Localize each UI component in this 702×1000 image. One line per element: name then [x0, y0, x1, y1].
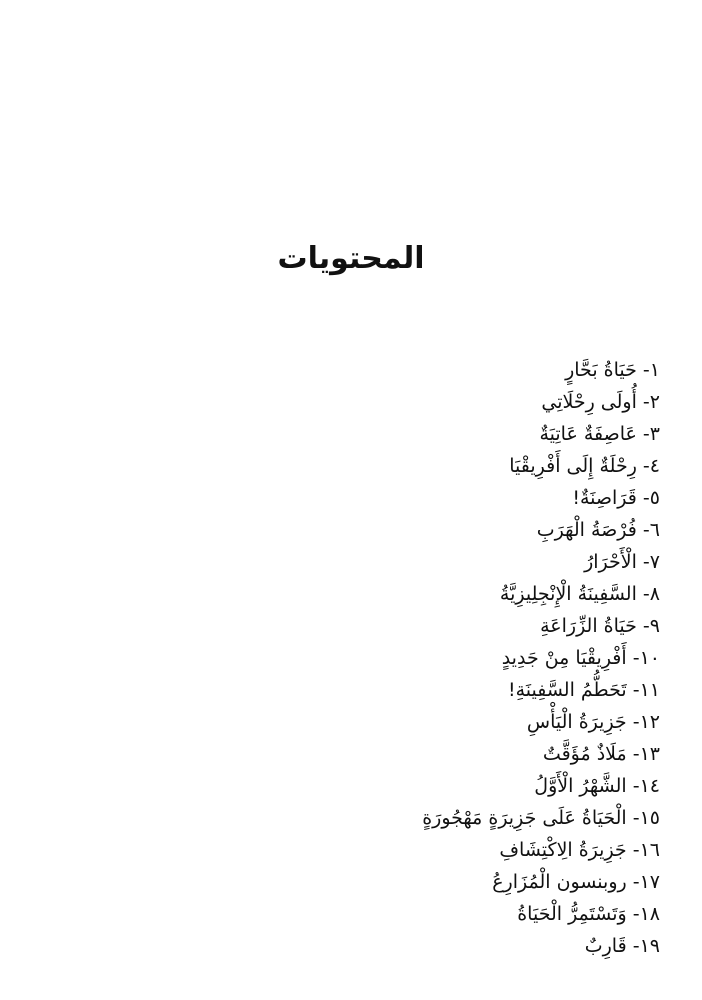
toc-entry: ١٢- جَزِيرَةُ الْيَأْسِ — [526, 711, 660, 733]
toc-entry: ٨- السَّفِينَةُ الْإِنْجِلِيزِيَّةُ — [499, 583, 660, 605]
toc-entry: ٧- الْأَحْرَارُ — [584, 551, 660, 573]
toc-entry: ١٠- أَفْرِيقْيَا مِنْ جَدِيدٍ — [501, 647, 660, 669]
toc-entry: ٦- فُرْصَةُ الْهَرَبِ — [536, 519, 660, 541]
toc-entry: ١٨- وَتَسْتَمِرُّ الْحَيَاةُ — [517, 903, 660, 925]
toc-entry: ١- حَيَاةُ بَحَّارٍ — [565, 359, 660, 381]
toc-entry: ٩- حَيَاةُ الزِّرَاعَةِ — [540, 615, 660, 637]
toc-entry: ١٦- جَزِيرَةُ الِاكْتِشَافِ — [499, 839, 660, 861]
table-of-contents — [260, 350, 660, 958]
toc-entry: ٥- قَرَاصِنَةٌ! — [572, 487, 660, 509]
toc-entry: ٢- أُولَى رِحْلَاتِي — [541, 391, 660, 413]
toc-entry: ١٩- قَارِبٌ — [584, 935, 660, 957]
toc-entry: ١٣- مَلَاذٌ مُؤَقَّتٌ — [542, 743, 660, 765]
toc-entry: ٣- عَاصِفَةٌ عَاتِيَةٌ — [539, 423, 660, 445]
toc-entry: ١٧- روبنسون الْمُزَارِعُ — [492, 871, 660, 893]
toc-entry: ١١- تَحَطُّمُ السَّفِينَةِ! — [507, 679, 660, 701]
page-title: المحتويات — [277, 241, 425, 277]
toc-entry: ١٤- الشَّهْرُ الْأَوَّلُ — [534, 775, 660, 797]
toc-entry: ٤- رِحْلَةٌ إِلَى أَفْرِيقْيَا — [509, 455, 660, 477]
toc-entry: ١٥- الْحَيَاةُ عَلَى جَزِيرَةٍ مَهْجُورَةٍ — [422, 807, 660, 829]
